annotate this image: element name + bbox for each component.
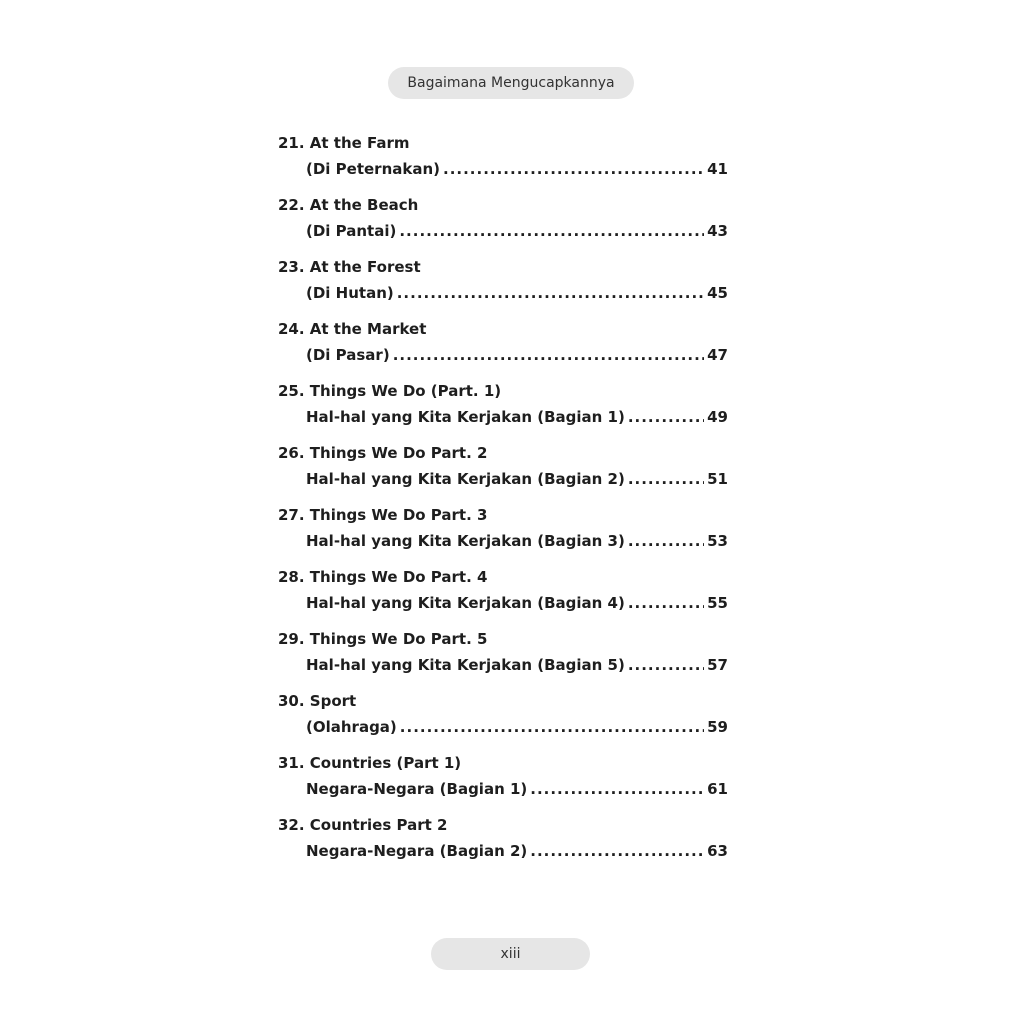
toc-entry-subtitle: Negara-Negara (Bagian 2) xyxy=(306,842,528,860)
toc-entry xyxy=(278,441,728,503)
toc-entry-subtitle: (Di Pantai) xyxy=(306,222,397,240)
toc-entry-line xyxy=(306,839,728,865)
toc-entry-page: 59 xyxy=(707,718,728,736)
toc-entry xyxy=(278,813,728,875)
toc-entry xyxy=(278,503,728,565)
toc-entry-subtitle: Hal-hal yang Kita Kerjakan (Bagian 2) xyxy=(306,470,625,488)
toc-entry xyxy=(278,689,728,751)
page-number: xiii xyxy=(431,938,590,970)
toc-entry xyxy=(278,193,728,255)
toc-entry-line xyxy=(306,653,728,679)
dot-leader xyxy=(530,777,704,803)
toc-entry-line xyxy=(306,343,728,369)
toc-entry-title: 24. At the Market xyxy=(278,320,427,338)
toc-entry xyxy=(278,565,728,627)
toc-entry-line xyxy=(306,715,728,741)
dot-leader xyxy=(628,591,704,617)
toc-entry-subtitle: (Di Peternakan) xyxy=(306,160,441,178)
toc-entry-page: 43 xyxy=(707,222,728,240)
toc-entry-line xyxy=(306,467,728,493)
toc-entry-title: 21. At the Farm xyxy=(278,134,410,152)
toc-entry-page: 53 xyxy=(707,532,728,550)
dot-leader xyxy=(628,405,704,431)
toc-entry-line xyxy=(306,281,728,307)
toc-entry-page: 57 xyxy=(707,656,728,674)
toc-entry-title: 28. Things We Do Part. 4 xyxy=(278,568,488,586)
toc-entry-subtitle: (Di Hutan) xyxy=(306,284,394,302)
toc-entry-line xyxy=(306,157,728,183)
toc-entry-page: 51 xyxy=(707,470,728,488)
toc-entry-page: 55 xyxy=(707,594,728,612)
toc-entry-page: 45 xyxy=(707,284,728,302)
toc-entry-title: 23. At the Forest xyxy=(278,258,421,276)
dot-leader xyxy=(530,839,704,865)
toc-entry-subtitle: Hal-hal yang Kita Kerjakan (Bagian 5) xyxy=(306,656,625,674)
toc-entry-title: 31. Countries (Part 1) xyxy=(278,754,462,772)
toc-entry-title: 27. Things We Do Part. 3 xyxy=(278,506,488,524)
toc-entry-title: 22. At the Beach xyxy=(278,196,419,214)
toc-entry-page: 61 xyxy=(707,780,728,798)
toc-entry-subtitle: (Di Pasar) xyxy=(306,346,390,364)
dot-leader xyxy=(399,219,704,245)
dot-leader xyxy=(628,653,704,679)
toc-entry-page: 41 xyxy=(707,160,728,178)
toc-entry-title: 25. Things We Do (Part. 1) xyxy=(278,382,502,400)
dot-leader xyxy=(393,343,704,369)
toc-entry-subtitle: (Olahraga) xyxy=(306,718,397,736)
toc-entry-line xyxy=(306,529,728,555)
dot-leader xyxy=(443,157,704,183)
toc-entry xyxy=(278,627,728,689)
toc-entry-subtitle: Hal-hal yang Kita Kerjakan (Bagian 3) xyxy=(306,532,625,550)
toc-entry-subtitle: Negara-Negara (Bagian 1) xyxy=(306,780,528,798)
toc-entry-subtitle: Hal-hal yang Kita Kerjakan (Bagian 4) xyxy=(306,594,625,612)
toc-entry-title: 26. Things We Do Part. 2 xyxy=(278,444,488,462)
toc-entry xyxy=(278,255,728,317)
toc-entry-line xyxy=(306,777,728,803)
toc-entry-title: 30. Sport xyxy=(278,692,357,710)
dot-leader xyxy=(628,529,704,555)
toc-entry-title: 32. Countries Part 2 xyxy=(278,816,448,834)
toc-entry-line xyxy=(306,405,728,431)
table-of-contents xyxy=(278,131,728,875)
toc-entry-subtitle: Hal-hal yang Kita Kerjakan (Bagian 1) xyxy=(306,408,625,426)
dot-leader xyxy=(400,715,704,741)
toc-entry-line xyxy=(306,219,728,245)
toc-entry-title: 29. Things We Do Part. 5 xyxy=(278,630,488,648)
toc-entry-page: 49 xyxy=(707,408,728,426)
toc-entry-page: 47 xyxy=(707,346,728,364)
dot-leader xyxy=(397,281,704,307)
toc-entry xyxy=(278,379,728,441)
dot-leader xyxy=(628,467,704,493)
toc-entry-line xyxy=(306,591,728,617)
toc-entry-page: 63 xyxy=(707,842,728,860)
toc-entry xyxy=(278,751,728,813)
running-header: Bagaimana Mengucapkannya xyxy=(388,67,634,99)
toc-entry xyxy=(278,317,728,379)
toc-entry xyxy=(278,131,728,193)
